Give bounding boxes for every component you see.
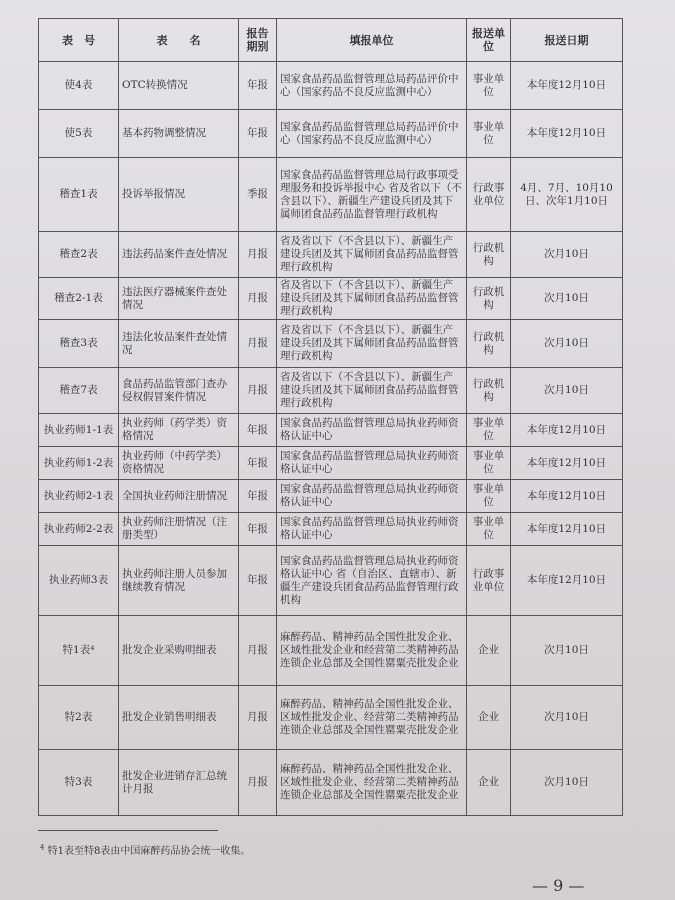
cell-submission-date: 次月10日 bbox=[511, 368, 623, 414]
footnote bbox=[40, 842, 250, 857]
table-row bbox=[39, 158, 623, 232]
table-row bbox=[39, 480, 623, 513]
statistics-report-table bbox=[38, 18, 623, 816]
table-row bbox=[39, 62, 623, 110]
cell-reporting-unit: 麻醉药品、精神药品全国性批发企业、区域性批发企业和经营第二类精神药品连锁企业总部及全国性罂粟壳批发企业 bbox=[277, 616, 467, 686]
header-reporting-unit: 填报单位 bbox=[277, 19, 467, 62]
cell-report-period: 年报 bbox=[239, 480, 277, 513]
cell-table-id: 稽查7表 bbox=[39, 368, 119, 414]
cell-report-period: 月报 bbox=[239, 750, 277, 816]
header-table-name: 表 名 bbox=[119, 19, 239, 62]
cell-table-id: 执业药师3表 bbox=[39, 546, 119, 616]
cell-submitting-unit: 事业单位 bbox=[467, 414, 511, 447]
cell-submission-date: 本年度12月10日 bbox=[511, 513, 623, 546]
cell-table-id: 使5表 bbox=[39, 110, 119, 158]
cell-reporting-unit: 国家食品药品监督管理总局行政事项受理服务和投诉举报中心 省及省以下（不含县以下）、新疆生产建设兵团及其下属师团食品药品监督管理行政机构 bbox=[277, 158, 467, 232]
cell-reporting-unit: 国家食品药品监督管理总局执业药师资格认证中心 bbox=[277, 513, 467, 546]
footnote-marker: 4 bbox=[40, 843, 45, 852]
cell-submission-date: 本年度12月10日 bbox=[511, 414, 623, 447]
cell-report-period: 年报 bbox=[239, 546, 277, 616]
cell-table-id: 执业药师2-1表 bbox=[39, 480, 119, 513]
cell-submission-date: 本年度12月10日 bbox=[511, 447, 623, 480]
cell-reporting-unit: 国家食品药品监督管理总局执业药师资格认证中心 bbox=[277, 480, 467, 513]
table-row bbox=[39, 546, 623, 616]
cell-submitting-unit: 行政机构 bbox=[467, 368, 511, 414]
table-row bbox=[39, 368, 623, 414]
cell-submission-date: 本年度12月10日 bbox=[511, 480, 623, 513]
cell-submitting-unit: 行政机构 bbox=[467, 278, 511, 320]
cell-table-id: 执业药师1-2表 bbox=[39, 447, 119, 480]
cell-table-name: 投诉举报情况 bbox=[119, 158, 239, 232]
cell-report-period: 月报 bbox=[239, 232, 277, 278]
cell-report-period: 季报 bbox=[239, 158, 277, 232]
cell-reporting-unit: 省及省以下（不含县以下）、新疆生产建设兵团及其下属师团食品药品监督管理行政机构 bbox=[277, 278, 467, 320]
cell-report-period: 月报 bbox=[239, 616, 277, 686]
cell-table-id: 稽查3表 bbox=[39, 320, 119, 368]
cell-reporting-unit: 国家食品药品监督管理总局药品评价中心（国家药品不良反应监测中心） bbox=[277, 110, 467, 158]
cell-table-name: 违法医疗器械案件查处情况 bbox=[119, 278, 239, 320]
cell-table-name: 执业药师（中药学类）资格情况 bbox=[119, 447, 239, 480]
cell-reporting-unit: 国家食品药品监督管理总局药品评价中心（国家药品不良反应监测中心） bbox=[277, 62, 467, 110]
cell-submission-date: 次月10日 bbox=[511, 232, 623, 278]
cell-report-period: 年报 bbox=[239, 447, 277, 480]
cell-submitting-unit: 事业单位 bbox=[467, 62, 511, 110]
cell-table-name: 批发企业进销存汇总统计月报 bbox=[119, 750, 239, 816]
table-row bbox=[39, 232, 623, 278]
table-row bbox=[39, 750, 623, 816]
cell-submitting-unit: 事业单位 bbox=[467, 480, 511, 513]
cell-submitting-unit: 事业单位 bbox=[467, 513, 511, 546]
cell-report-period: 月报 bbox=[239, 278, 277, 320]
cell-table-name: 执业药师（药学类）资格情况 bbox=[119, 414, 239, 447]
cell-report-period: 年报 bbox=[239, 62, 277, 110]
header-table-id: 表 号 bbox=[39, 19, 119, 62]
cell-submitting-unit: 事业单位 bbox=[467, 447, 511, 480]
cell-table-id: 使4表 bbox=[39, 62, 119, 110]
header-submitting-unit: 报送单位 bbox=[467, 19, 511, 62]
cell-report-period: 月报 bbox=[239, 368, 277, 414]
cell-report-period: 年报 bbox=[239, 414, 277, 447]
table-row bbox=[39, 447, 623, 480]
cell-table-id: 稽查1表 bbox=[39, 158, 119, 232]
table-row bbox=[39, 686, 623, 750]
cell-submitting-unit: 企业 bbox=[467, 750, 511, 816]
cell-submitting-unit: 企业 bbox=[467, 616, 511, 686]
cell-report-period: 月报 bbox=[239, 320, 277, 368]
table-row bbox=[39, 320, 623, 368]
page-number: — 9 — bbox=[532, 876, 585, 895]
table-row bbox=[39, 278, 623, 320]
footnote-text: 特1表至特8表由中国麻醉药品协会统一收集。 bbox=[47, 846, 251, 857]
cell-submission-date: 次月10日 bbox=[511, 616, 623, 686]
cell-submission-date: 次月10日 bbox=[511, 320, 623, 368]
table-row bbox=[39, 513, 623, 546]
cell-table-id: 特1表⁴ bbox=[39, 616, 119, 686]
cell-table-name: 基本药物调整情况 bbox=[119, 110, 239, 158]
cell-table-id: 执业药师2-2表 bbox=[39, 513, 119, 546]
table-header-row bbox=[39, 19, 623, 62]
cell-table-id: 执业药师1-1表 bbox=[39, 414, 119, 447]
cell-submission-date: 本年度12月10日 bbox=[511, 546, 623, 616]
header-submission-date: 报送日期 bbox=[511, 19, 623, 62]
cell-reporting-unit: 省及省以下（不含县以下）、新疆生产建设兵团及其下属师团食品药品监督管理行政机构 bbox=[277, 232, 467, 278]
cell-submission-date: 本年度12月10日 bbox=[511, 62, 623, 110]
table-row bbox=[39, 414, 623, 447]
header-report-period: 报告期别 bbox=[239, 19, 277, 62]
cell-reporting-unit: 麻醉药品、精神药品全国性批发企业、区域性批发企业、经营第二类精神药品连锁企业总部及全国性罂粟壳批发企业 bbox=[277, 750, 467, 816]
cell-report-period: 年报 bbox=[239, 110, 277, 158]
cell-submission-date: 4月、7月、10月10日、次年1月10日 bbox=[511, 158, 623, 232]
cell-report-period: 年报 bbox=[239, 513, 277, 546]
cell-table-id: 稽查2-1表 bbox=[39, 278, 119, 320]
cell-reporting-unit: 国家食品药品监督管理总局执业药师资格认证中心 省（自治区、直辖市）、新疆生产建设兵团食品药品监督管理行政机构 bbox=[277, 546, 467, 616]
cell-table-name: 全国执业药师注册情况 bbox=[119, 480, 239, 513]
cell-table-id: 稽查2表 bbox=[39, 232, 119, 278]
cell-report-period: 月报 bbox=[239, 686, 277, 750]
cell-table-id: 特2表 bbox=[39, 686, 119, 750]
cell-table-name: 食品药品监管部门查办侵权假冒案件情况 bbox=[119, 368, 239, 414]
cell-reporting-unit: 麻醉药品、精神药品全国性批发企业、区域性批发企业、经营第二类精神药品连锁企业总部及全国性罂粟壳批发企业 bbox=[277, 686, 467, 750]
cell-table-id: 特3表 bbox=[39, 750, 119, 816]
cell-table-name: 批发企业销售明细表 bbox=[119, 686, 239, 750]
cell-reporting-unit: 省及省以下（不含县以下）、新疆生产建设兵团及其下属师团食品药品监督管理行政机构 bbox=[277, 368, 467, 414]
table-row bbox=[39, 110, 623, 158]
cell-reporting-unit: 国家食品药品监督管理总局执业药师资格认证中心 bbox=[277, 447, 467, 480]
cell-submitting-unit: 事业单位 bbox=[467, 110, 511, 158]
cell-submitting-unit: 行政机构 bbox=[467, 320, 511, 368]
cell-table-name: 批发企业采购明细表 bbox=[119, 616, 239, 686]
cell-submission-date: 本年度12月10日 bbox=[511, 110, 623, 158]
cell-table-name: 执业药师注册情况（注册类型） bbox=[119, 513, 239, 546]
cell-submitting-unit: 行政事业单位 bbox=[467, 546, 511, 616]
cell-table-name: 违法药品案件查处情况 bbox=[119, 232, 239, 278]
cell-reporting-unit: 国家食品药品监督管理总局执业药师资格认证中心 bbox=[277, 414, 467, 447]
table-row bbox=[39, 616, 623, 686]
cell-submitting-unit: 行政机构 bbox=[467, 232, 511, 278]
footnote-divider bbox=[38, 830, 218, 831]
cell-submitting-unit: 企业 bbox=[467, 686, 511, 750]
cell-submission-date: 次月10日 bbox=[511, 750, 623, 816]
cell-submission-date: 次月10日 bbox=[511, 686, 623, 750]
cell-table-name: OTC转换情况 bbox=[119, 62, 239, 110]
cell-reporting-unit: 省及省以下（不含县以下）、新疆生产建设兵团及其下属师团食品药品监督管理行政机构 bbox=[277, 320, 467, 368]
cell-submitting-unit: 行政事业单位 bbox=[467, 158, 511, 232]
cell-table-name: 执业药师注册人员参加继续教育情况 bbox=[119, 546, 239, 616]
cell-table-name: 违法化妆品案件查处情况 bbox=[119, 320, 239, 368]
cell-submission-date: 次月10日 bbox=[511, 278, 623, 320]
